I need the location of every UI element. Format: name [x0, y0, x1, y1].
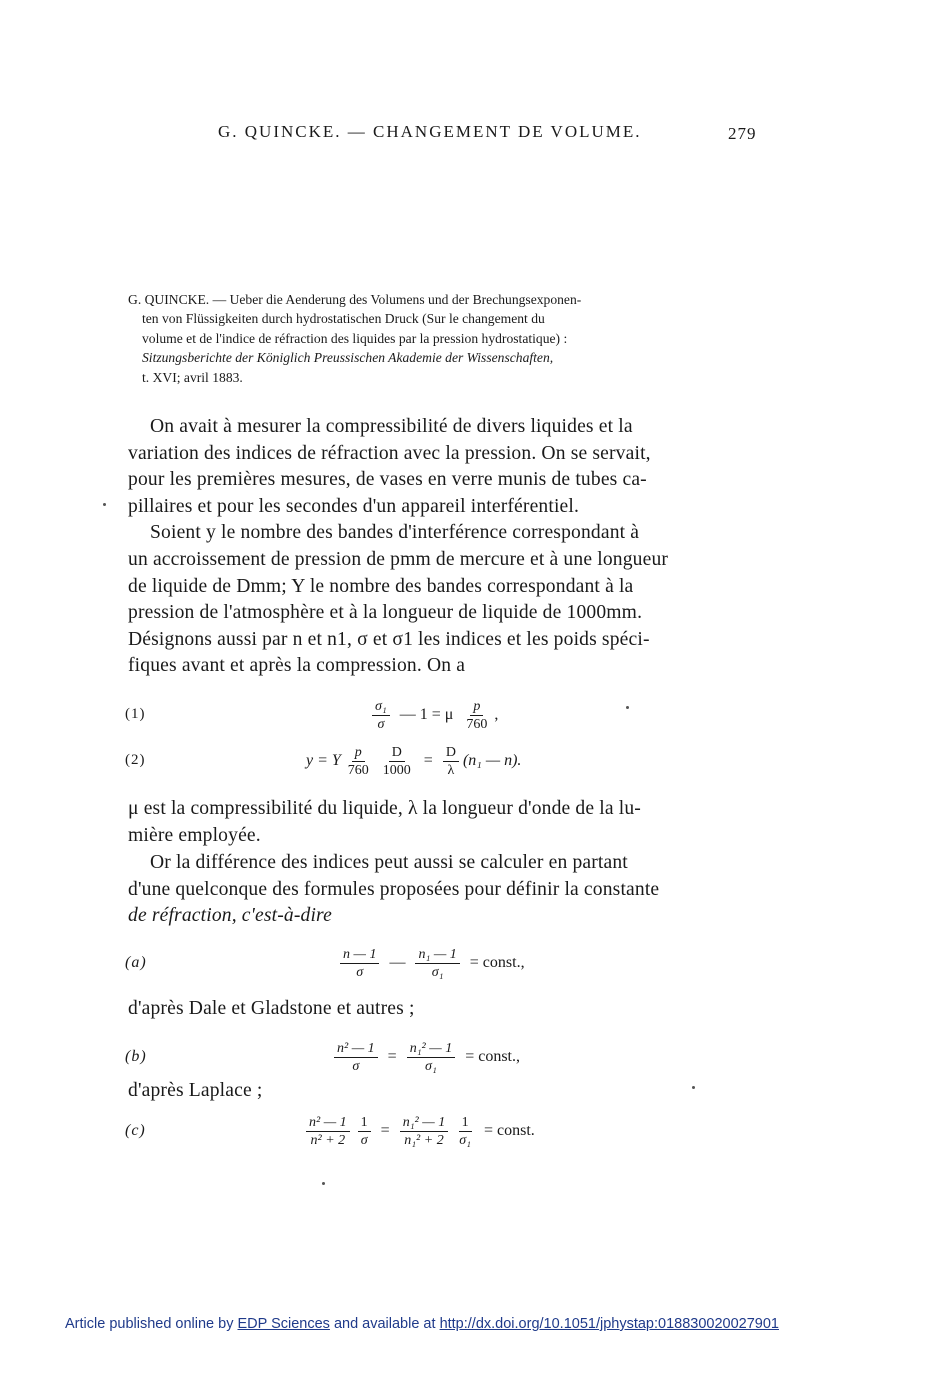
denominator: σ₁	[431, 964, 444, 980]
equation-2	[0, 738, 930, 784]
operator: =	[380, 1122, 390, 1139]
equation-body	[306, 738, 521, 784]
numerator: D	[389, 744, 405, 762]
fraction	[340, 946, 379, 981]
scan-speck	[322, 1182, 325, 1185]
denominator: 1000	[382, 762, 411, 778]
scan-speck	[626, 706, 629, 709]
equation-body	[368, 692, 498, 738]
denominator: 760	[466, 716, 488, 732]
equation-label: (2)	[125, 752, 146, 768]
label-text: (c)	[125, 1122, 146, 1139]
equation-label	[125, 1122, 146, 1140]
reference-line: t. XVI; avril 1883.	[142, 369, 243, 385]
fraction	[463, 698, 490, 733]
equation-label: (1)	[125, 706, 146, 722]
journal-title: Sitzungsberichte der Königlich Preussischen Akademie der Wissenschaften,	[142, 350, 554, 366]
numerator: n² — 1	[306, 1114, 350, 1132]
footer-prefix: Article published online by	[65, 1316, 238, 1332]
numerator: D	[443, 744, 459, 762]
italic-term: de réfraction, c'est-à-dire	[128, 905, 332, 927]
denominator: λ	[447, 762, 455, 778]
operator: =	[423, 752, 433, 769]
equation-label	[125, 954, 147, 972]
equation-body	[302, 1108, 541, 1154]
doi-link[interactable]: http://dx.doi.org/10.1051/jphystap:018830020027901	[439, 1316, 779, 1332]
label-text: (a)	[125, 954, 147, 971]
text-line: Désignons aussi par n et n1, σ et σ1 les indices et les poids spéci-	[128, 628, 650, 650]
term: y = Y	[306, 752, 341, 769]
fraction	[400, 1114, 449, 1149]
scan-speck	[103, 503, 106, 506]
reference-line: G. QUINCKE. — Ueber die Aenderung des Volumens und der Brechungsexponen-	[128, 292, 582, 307]
reference-line: volume et de l'indice de réfraction des liquides par la pression hydrostatique) :	[142, 330, 568, 346]
denominator: σ	[352, 1058, 360, 1074]
denominator: σ₁	[425, 1058, 437, 1074]
numerator: n — 1	[340, 946, 379, 964]
label-text: (b)	[125, 1048, 147, 1065]
publication-footer	[65, 1316, 865, 1332]
fraction	[334, 1040, 378, 1075]
reference-line: ten von Flüssigkeiten durch hydrostatischen Druck (Sur le changement du	[142, 311, 545, 327]
numerator: σ₁	[372, 698, 390, 716]
running-title: G. QUINCKE. — CHANGEMENT DE VOLUME.	[218, 122, 642, 141]
text-line: d'après Dale et Gladstone et autres ;	[128, 998, 415, 1019]
text-line: μ est la compressibilité du liquide, λ la longueur d'onde de la lu-	[128, 798, 641, 819]
running-head	[0, 122, 930, 148]
numerator: 1	[358, 1114, 371, 1132]
text-line	[128, 903, 760, 930]
numerator: n₁² — 1	[407, 1040, 456, 1058]
fraction	[415, 946, 459, 981]
text-line: un accroissement de pression de pmm de mercure et à une longueur	[128, 548, 669, 570]
numerator: p	[470, 698, 483, 716]
paragraph-intro	[128, 414, 760, 680]
text-line: variation des indices de réfraction avec la pression. On se servait,	[128, 442, 651, 464]
operator: = const.,	[469, 954, 525, 971]
page-number: 279	[728, 124, 757, 143]
numerator: n₁ — 1	[415, 946, 459, 964]
term: (n₁ — n).	[462, 752, 522, 769]
equation-a	[0, 940, 930, 986]
fraction	[456, 1114, 474, 1149]
paragraph-dale	[128, 996, 760, 1023]
denominator: σ	[360, 1132, 368, 1148]
numerator: n² — 1	[334, 1040, 378, 1058]
operator: = const.,	[465, 1048, 520, 1065]
publisher-link[interactable]: EDP Sciences	[237, 1316, 330, 1332]
numerator: n₁² — 1	[400, 1114, 449, 1132]
denominator: 760	[347, 762, 369, 778]
scan-speck	[692, 1086, 695, 1089]
punctuation: ,	[494, 706, 499, 723]
paragraph-refraction	[128, 850, 760, 930]
fraction	[358, 1114, 371, 1149]
numerator: 1	[459, 1114, 472, 1132]
text-line: d'une quelconque des formules proposées pour définir la constante	[128, 878, 660, 900]
equation-1	[0, 692, 930, 738]
footer-middle: and available at	[329, 1316, 440, 1332]
equation-body	[336, 940, 531, 986]
equation-label	[125, 1048, 147, 1066]
paragraph-compressibility	[128, 796, 760, 849]
operator: =	[387, 1048, 397, 1065]
bibliographic-reference	[128, 290, 758, 387]
reference-journal	[128, 348, 758, 367]
operator: — 1 = μ	[399, 706, 454, 723]
text-line: On avait à mesurer la compressibilité de divers liquides et la	[150, 416, 633, 437]
text-line: d'après Laplace ;	[128, 1080, 263, 1101]
fraction	[443, 744, 459, 779]
denominator: σ₁	[459, 1132, 471, 1148]
denominator: σ	[377, 716, 385, 732]
fraction	[306, 1114, 350, 1149]
fraction	[345, 744, 372, 779]
equation-c	[0, 1108, 930, 1154]
operator: = const.	[483, 1122, 535, 1139]
equation-b	[0, 1034, 930, 1080]
denominator: σ	[356, 964, 364, 980]
fraction	[380, 744, 414, 779]
text-line: de liquide de Dmm; Y le nombre des bandes correspondant à la	[128, 575, 634, 597]
text-line: mière employée.	[128, 824, 261, 846]
text-line: pression de l'atmosphère et à la longueur de liquide de 1000mm.	[128, 602, 643, 624]
text-line: pillaires et pour les secondes d'un appareil interférentiel.	[128, 495, 580, 517]
operator: —	[389, 954, 406, 971]
text-line: fiques avant et après la compression. On a	[128, 655, 466, 677]
fraction	[372, 698, 390, 733]
numerator: p	[352, 744, 365, 762]
paragraph-laplace	[128, 1078, 760, 1105]
denominator: n² + 2	[310, 1132, 346, 1148]
text-line: Soient y le nombre des bandes d'interférence correspondant à	[150, 522, 640, 544]
equation-body	[330, 1034, 526, 1080]
fraction	[407, 1040, 456, 1075]
denominator: n₁² + 2	[404, 1132, 444, 1148]
text-line: Or la différence des indices peut aussi se calculer en partant	[150, 852, 628, 873]
text-line: pour les premières mesures, de vases en verre munis de tubes ca-	[128, 469, 647, 491]
